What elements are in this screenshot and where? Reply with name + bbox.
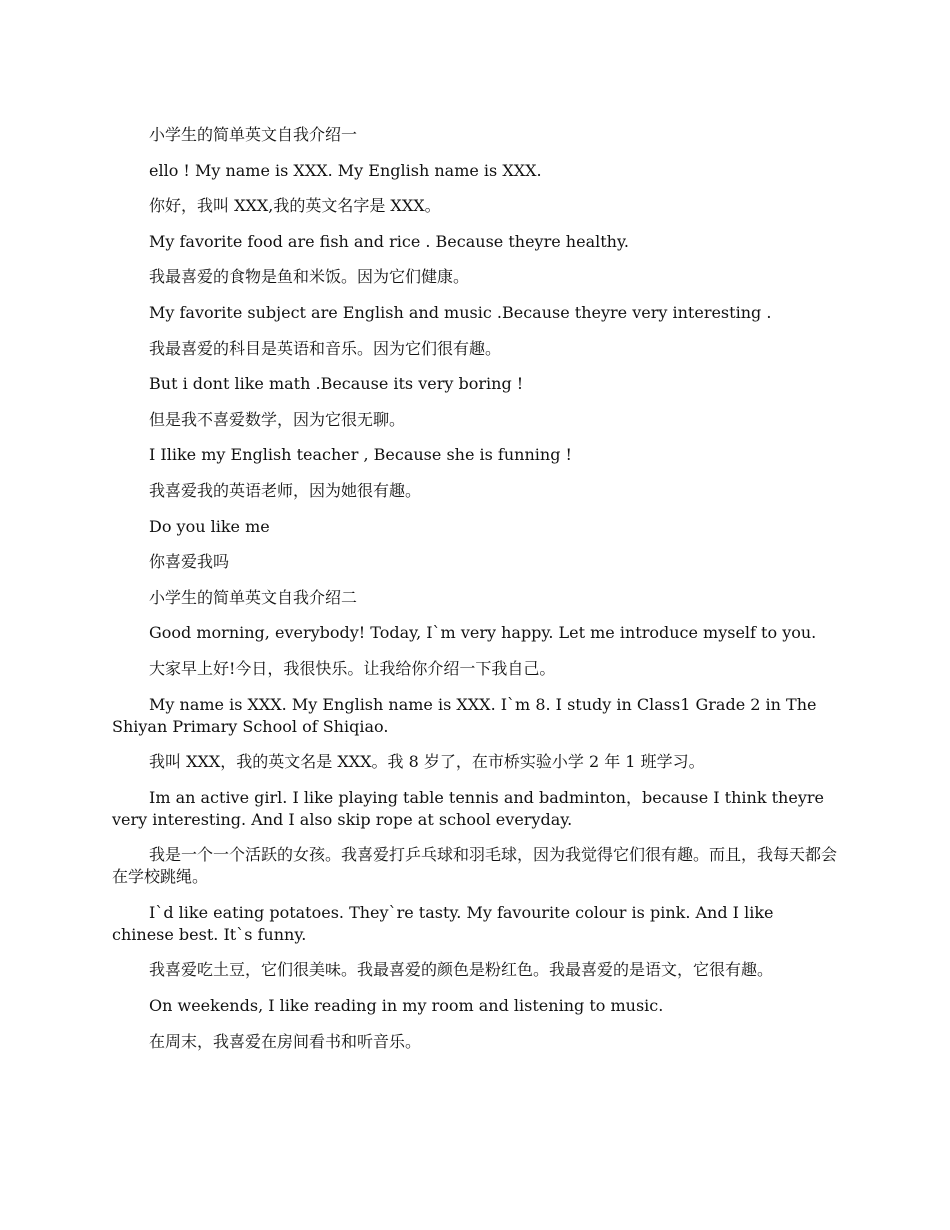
paragraph: 我最喜爱的科目是英语和音乐。因为它们很有趣。: [149, 338, 502, 358]
paragraph: But i dont like math .Because its very boring !: [149, 374, 524, 394]
paragraph: I Ilike my English teacher , Because she is funning !: [149, 445, 572, 465]
paragraph: 但是我不喜爱数学，因为它很无聊。: [149, 409, 406, 429]
section-title-2: 小学生的简单英文自我介绍二: [149, 587, 358, 607]
section-title-1: 小学生的简单英文自我介绍一: [149, 125, 358, 144]
paragraph: 我是一个一个活跃的女孩。我喜爱打乒乓球和羽毛球，因为我觉得它们很有趣。而且，我每天都会在学校跳绳。: [112, 845, 838, 887]
paragraph: 我喜爱吃土豆，它们很美味。我最喜爱的颜色是粉红色。我最喜爱的是语文，它很有趣。: [149, 960, 774, 980]
paragraph: 大家早上好!今日，我很快乐。让我给你介绍一下我自己。: [149, 658, 556, 678]
paragraph: On weekends, I like reading in my room and listening to music.: [149, 996, 664, 1016]
paragraph: 我叫 XXX，我的英文名是 XXX。我 8 岁了，在市桥实验小学 2 年 1 班学习。: [149, 752, 705, 772]
paragraph: 我最喜爱的食物是鱼和米饭。因为它们健康。: [149, 267, 470, 287]
paragraph: 我喜爱我的英语老师，因为她很有趣。: [149, 480, 422, 500]
paragraph: 你好，我叫 XXX,我的英文名字是 XXX。: [149, 196, 441, 216]
paragraph: 你喜爱我吗: [149, 552, 230, 572]
paragraph: Good morning, everybody! Today, I`m very happy. Let me introduce myself to you.: [149, 623, 817, 643]
paragraph: Do you like me: [149, 516, 270, 536]
paragraph: Im an active girl. I like playing table tennis and badminton，because I think theyre very interesting. And I also skip rope at school everyday.: [112, 787, 824, 829]
paragraph: 在周末，我喜爱在房间看书和听音乐。: [149, 1031, 422, 1051]
paragraph: I`d like eating potatoes. They`re tasty. My favourite colour is pink. And I like chinese best. It`s funny.: [112, 902, 774, 944]
document-body: [112, 124, 840, 1066]
paragraph: My favorite subject are English and music .Because theyre very interesting .: [149, 302, 772, 322]
paragraph: My favorite food are fish and rice . Because theyre healthy.: [149, 231, 629, 251]
paragraph: My name is XXX. My English name is XXX. I`m 8. I study in Class1 Grade 2 in The Shiyan Primary School of Shiqiao.: [112, 694, 817, 736]
paragraph: ello ! My name is XXX. My English name is XXX.: [149, 160, 542, 180]
